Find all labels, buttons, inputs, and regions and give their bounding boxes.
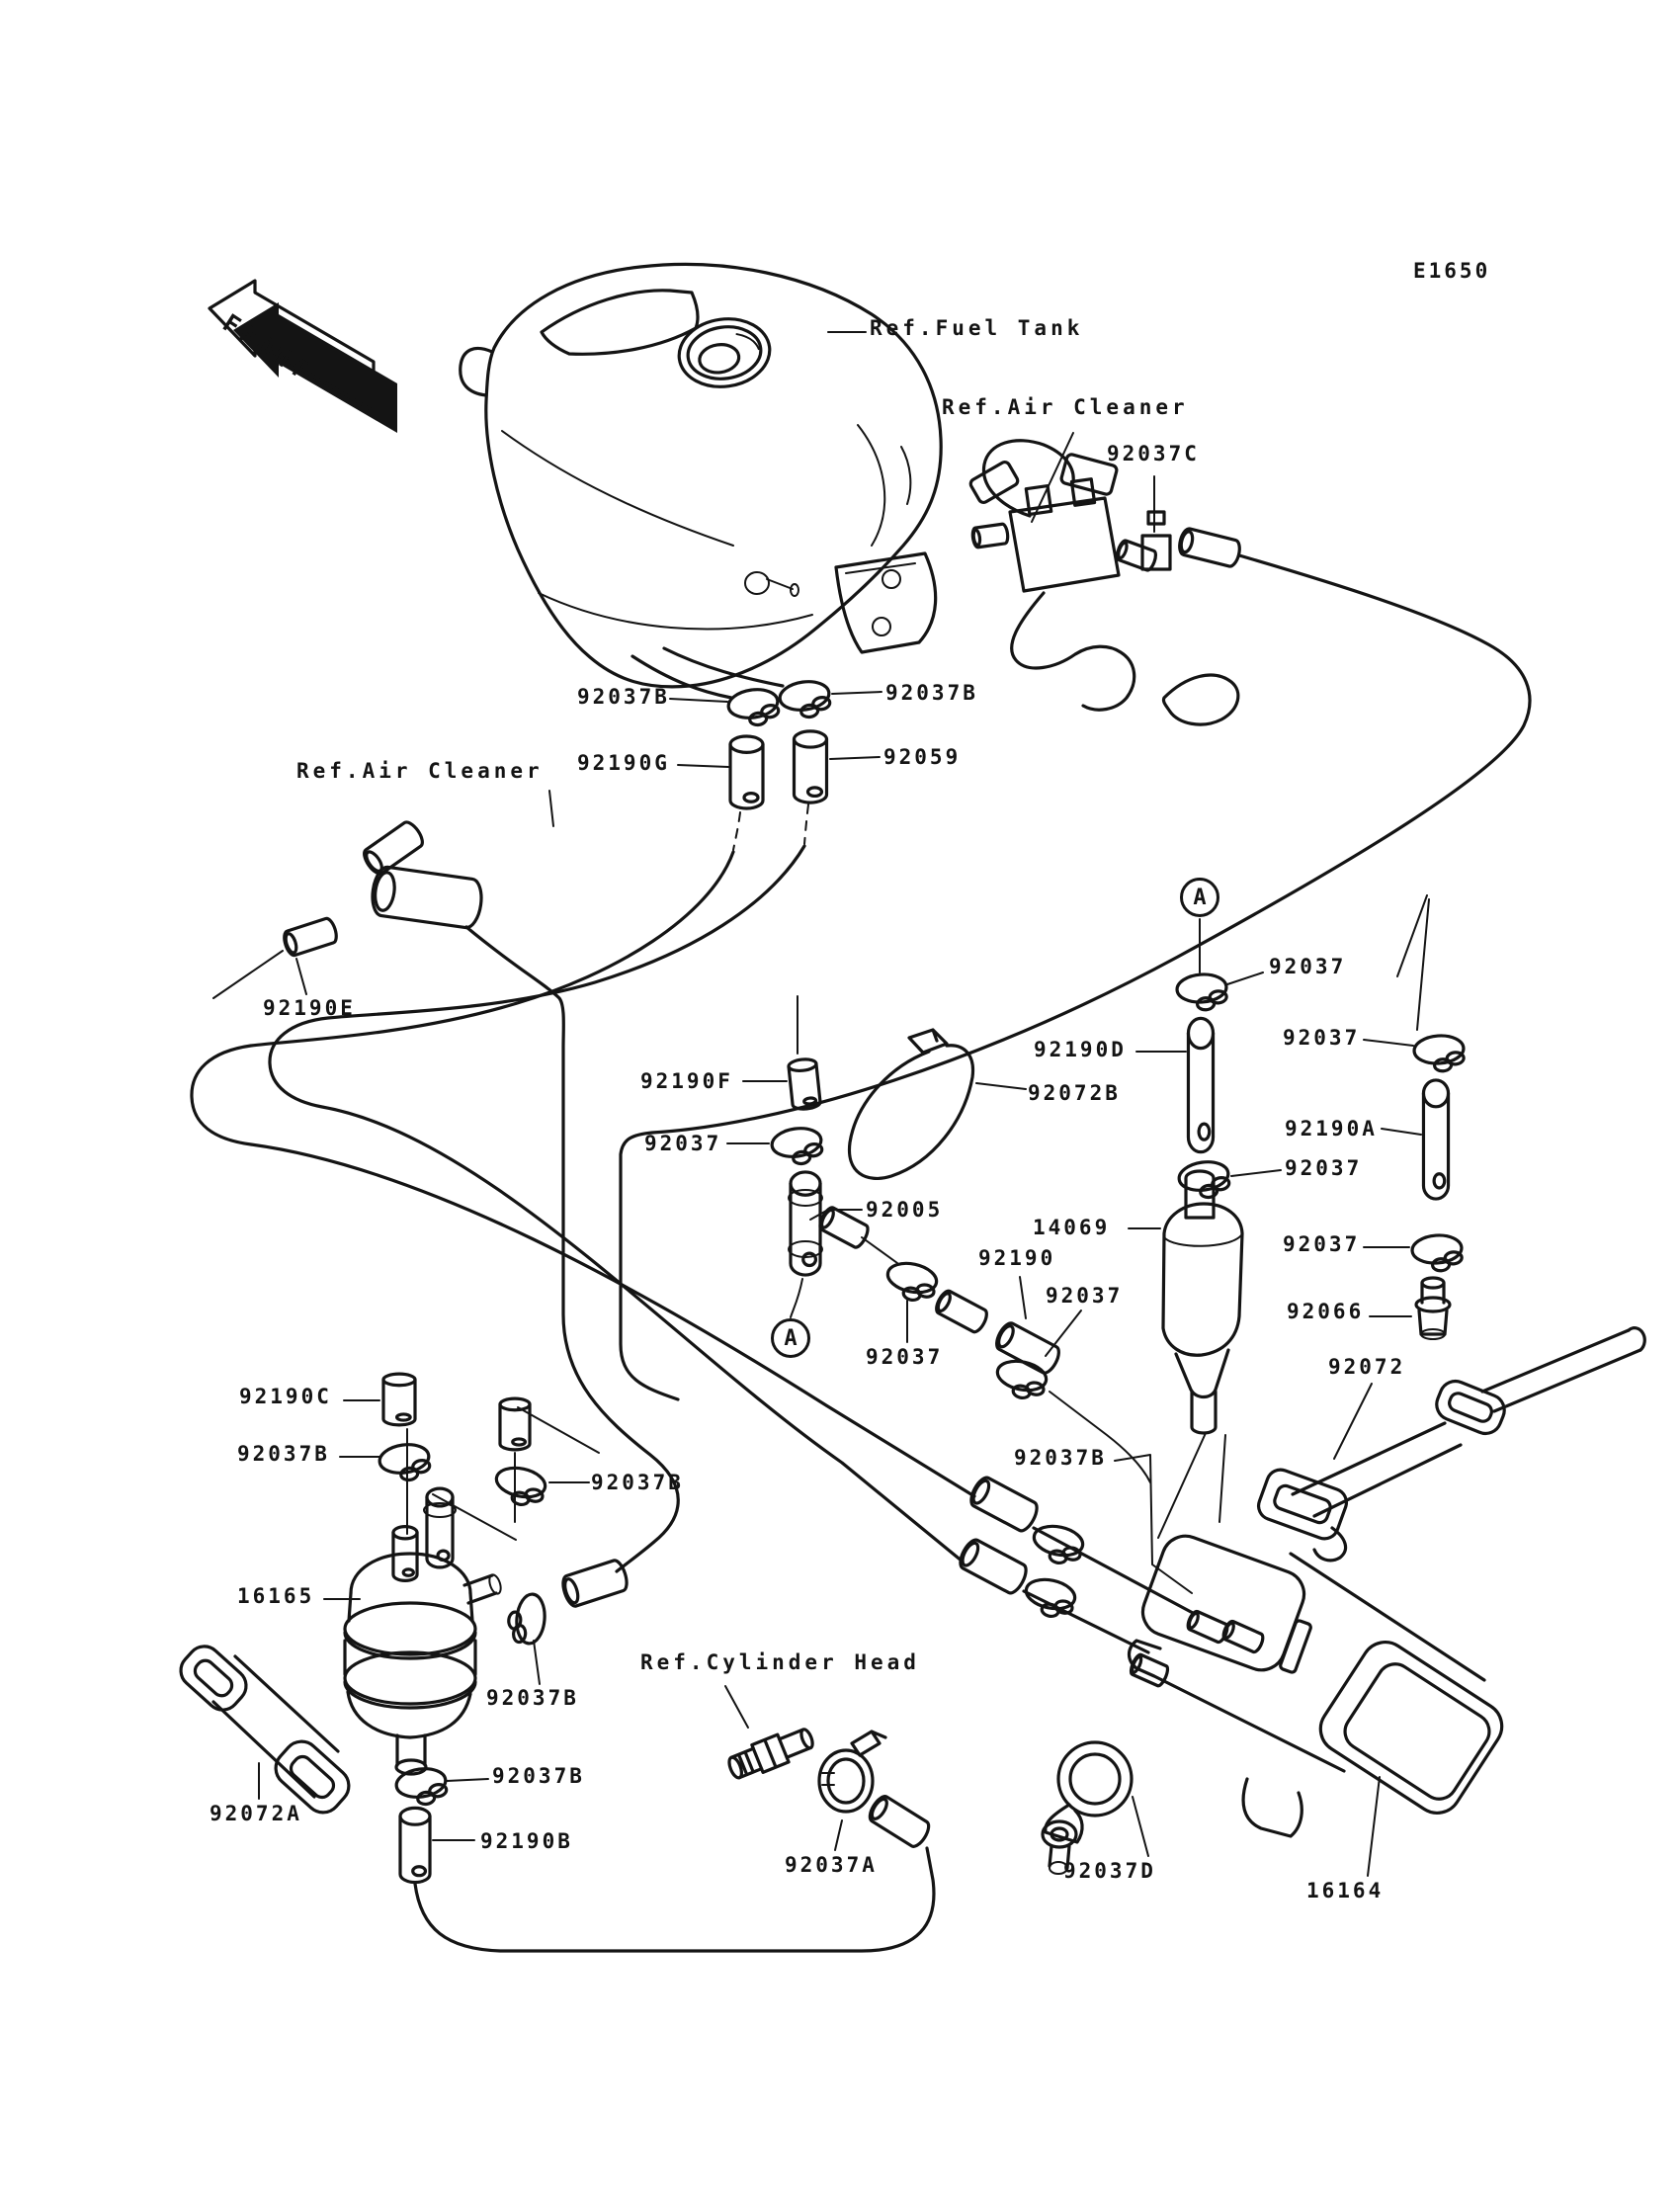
- part-92037-1: 92037: [1269, 955, 1347, 978]
- right-column-parts: [1158, 895, 1644, 1561]
- hose-stub-92037a: [867, 1794, 933, 1850]
- clamp-92037-4: [883, 1259, 939, 1305]
- part-92190f: 92190F: [640, 1069, 733, 1093]
- air-cleaner-fitting-left: [213, 819, 484, 998]
- hose-stub-92037c: [1177, 527, 1242, 567]
- cable-tie-92072b: [849, 1046, 972, 1179]
- code-e1650: E1650: [1413, 259, 1491, 283]
- part-92037-2: 92037: [1283, 1026, 1361, 1050]
- t-fitting-92005: [791, 1172, 820, 1275]
- part-92037-3: 92037: [644, 1132, 722, 1155]
- tube-92190e: [282, 917, 339, 958]
- part-92037b-4: 92037B: [591, 1471, 684, 1494]
- part-92037b-3: 92037B: [237, 1442, 330, 1466]
- part-92190g: 92190G: [577, 751, 670, 775]
- filter-14069: [1158, 1171, 1242, 1538]
- clamp-92037b-8: [1022, 1575, 1077, 1621]
- connector-a-bottom: A: [771, 1318, 810, 1358]
- part-92190b: 92190B: [480, 1829, 573, 1853]
- part-92037-4: 92037: [866, 1345, 944, 1369]
- tube-92190a: [1423, 1080, 1448, 1199]
- hose-canister-2: [270, 846, 963, 1562]
- part-92190e: 92190E: [263, 996, 356, 1020]
- clamp-92037b-4: [492, 1464, 547, 1509]
- clamp-92037b-3: [378, 1442, 432, 1484]
- tube-92190f: [788, 1058, 820, 1111]
- part-92190: 92190: [978, 1246, 1056, 1270]
- tube-92190d: [1188, 1018, 1213, 1151]
- tube-92059: [795, 731, 827, 803]
- leader-lines: [259, 332, 1421, 1876]
- clamp-92037-5: [993, 1357, 1049, 1402]
- clamp-92037b-2: [778, 679, 832, 721]
- part-92066: 92066: [1287, 1300, 1365, 1323]
- tube-92190b: [400, 1808, 430, 1882]
- part-92037b-1: 92037B: [577, 685, 670, 709]
- part-92037-7: 92037: [1285, 1156, 1363, 1180]
- part-92005: 92005: [866, 1198, 944, 1222]
- canister-16164: [1129, 1529, 1511, 1836]
- part-92037-5: 92037: [1046, 1284, 1124, 1308]
- clamp-92037a-part: [819, 1732, 885, 1812]
- part-92072b: 92072B: [1028, 1081, 1121, 1105]
- clamp-92037b-1: [726, 687, 781, 729]
- ref-fuel-tank: Ref.Fuel Tank: [870, 316, 1084, 340]
- canister-group: [957, 1475, 1511, 1874]
- strap-92072: [1255, 1328, 1645, 1561]
- valve-92066: [1416, 1278, 1450, 1339]
- tube-joint-left: [500, 1398, 530, 1450]
- tube-joint-1: [934, 1289, 990, 1334]
- part-92037d: 92037D: [1063, 1859, 1156, 1883]
- part-92190a: 92190A: [1285, 1117, 1378, 1141]
- part-92037b-6: 92037B: [486, 1686, 579, 1710]
- clamp-92037-3: [770, 1126, 824, 1168]
- tube-92190c: [383, 1374, 415, 1425]
- part-16165: 16165: [237, 1584, 315, 1608]
- clamp-92037-1: [1176, 972, 1227, 1011]
- part-92072a: 92072A: [210, 1802, 302, 1825]
- part-92190c: 92190C: [239, 1385, 332, 1408]
- separator-16165: [345, 1488, 503, 1774]
- clamp-92037-6: [1411, 1233, 1463, 1272]
- tube-joint-canister-1: [967, 1475, 1041, 1534]
- part-92037a: 92037A: [785, 1853, 878, 1877]
- part-92037b-5: 92037B: [1014, 1446, 1107, 1470]
- hose-valve-down: [621, 555, 1530, 1399]
- part-92072: 92072: [1328, 1355, 1406, 1379]
- ref-air-cleaner-left: Ref.Air Cleaner: [296, 759, 544, 783]
- front-arrow-label: FRONT: [217, 308, 317, 386]
- part-92190d: 92190D: [1034, 1038, 1127, 1061]
- cylinder-head-fitting: [725, 1724, 932, 1850]
- part-16164: 16164: [1306, 1879, 1385, 1902]
- tube-92190g: [730, 736, 763, 808]
- fuel-cap: [675, 313, 775, 392]
- tube-joint-separator: [560, 1559, 630, 1608]
- connector-a-top: A: [1180, 878, 1219, 917]
- tank-hose-fittings: [726, 679, 832, 808]
- p-clamp-92037d: [1043, 1742, 1132, 1874]
- part-92059: 92059: [883, 745, 962, 769]
- clamp-92037b-5: [507, 1592, 546, 1645]
- clamp-92037-2: [1413, 1034, 1465, 1072]
- clamp-92037b-7: [1030, 1522, 1085, 1567]
- strap-92072a: [174, 1640, 356, 1819]
- part-14069: 14069: [1033, 1216, 1111, 1239]
- part-92037b-2: 92037B: [885, 681, 978, 705]
- ref-air-cleaner-top: Ref.Air Cleaner: [942, 395, 1189, 419]
- part-92037b-7: 92037B: [492, 1764, 585, 1788]
- part-92037c: 92037C: [1107, 442, 1200, 465]
- air-switching-valve: [968, 441, 1241, 724]
- part-92037-6: 92037: [1283, 1232, 1361, 1256]
- tube-joint-canister-2: [957, 1537, 1030, 1596]
- ref-cylinder-head: Ref.Cylinder Head: [640, 1650, 920, 1674]
